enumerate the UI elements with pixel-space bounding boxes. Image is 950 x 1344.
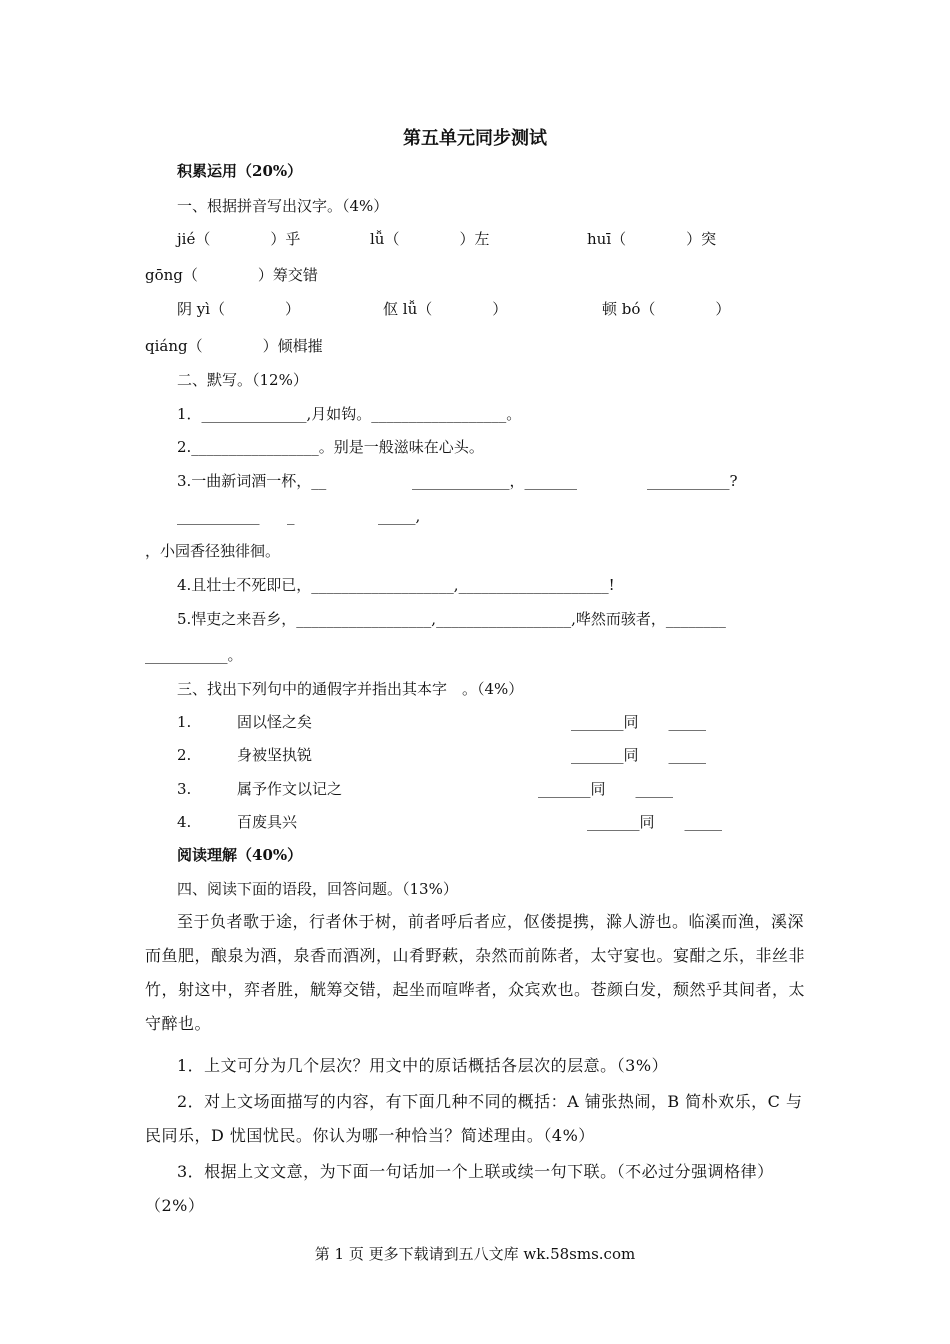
variant-item-text: 百废具兴 (237, 813, 298, 831)
dictation-line: 3.一曲新词酒一杯，__ (177, 472, 327, 490)
question-1-title: 一、根据拼音写出汉字。（4%） (177, 197, 389, 215)
dictation-line: ___________? (647, 472, 738, 490)
dictation-line: 4.且壮士不死即已，___________________,____________________! (177, 576, 615, 594)
dictation-line: _____, (378, 507, 421, 525)
reading-passage: 至于负者歌于途，行者休于树，前者呼后者应，伛偻提携，滁人游也。临溪而渔，溪深而鱼肥，酿泉为酒，泉香而酒冽，山肴野蔌，杂然而前陈者，太守宴也。宴酣之乐，非丝非竹，射这中，弈者胜，觥筹交错，起坐而喧哗者，众宾欢也。苍颜白发，颓然乎其间者，太守醉也。 (145, 912, 806, 1033)
variant-item-blank: _______同 _____ (587, 813, 723, 831)
question-2-title: 二、默写。（12%） (177, 371, 308, 389)
pinyin-item: jié（ ）乎 (177, 230, 301, 248)
pinyin-item: 顿 bó（ ） (602, 300, 731, 318)
variant-item-text: 固以怪之矣 (237, 713, 313, 731)
sub-question-2: 2．对上文场面描写的内容，有下面几种不同的概括：A 铺张热闹，B 简朴欢乐，C 与民同乐，D 忧国忧民。你认为哪一种恰当？简述理由。（4%） (145, 1092, 803, 1145)
pinyin-item: 阴 yì（ ） (177, 300, 301, 318)
dictation-line: ，小园香径独徘徊。 (145, 542, 281, 560)
dictation-line: ___________ (177, 507, 260, 525)
pinyin-item: huī（ ）突 (587, 230, 717, 248)
sub-question-1: 1．上文可分为几个层次？用文中的原话概括各层次的层意。（3%） (177, 1056, 669, 1075)
variant-item-number: 4. (177, 813, 192, 831)
question-3-title: 三、找出下列句中的通假字并指出其本字 。（4%） (177, 680, 524, 698)
pinyin-item: gōng（ ）筹交错 (145, 266, 318, 284)
variant-item-blank: _______同 _____ (538, 780, 674, 798)
section-heading-reading: 阅读理解（40%） (177, 846, 303, 864)
variant-item-text: 身被坚执锐 (237, 746, 313, 764)
dictation-line: 1．______________,月如钩。__________________。 (177, 405, 522, 423)
dictation-line: _ (287, 507, 295, 525)
page-title: 第五单元同步测试 (403, 128, 547, 149)
pinyin-item: lǚ（ ）左 (370, 230, 490, 248)
variant-item-number: 3. (177, 780, 192, 798)
pinyin-item: qiáng（ ）倾楫摧 (145, 337, 323, 355)
variant-item-text: 属予作文以记之 (237, 780, 343, 798)
dictation-line: 2._________________。别是一般滋味在心头。 (177, 438, 484, 456)
dictation-line: 5.悍吏之来吾乡，__________________,__________________,哗然而骇者，________ (177, 610, 726, 628)
dictation-line: ___________。 (145, 646, 243, 664)
variant-item-number: 1. (177, 713, 192, 731)
variant-item-blank: _______同 _____ (571, 746, 707, 764)
section-heading-accumulation: 积累运用（20%） (177, 162, 303, 180)
sub-question-3: 3．根据上文文意，为下面一句话加一个上联或续一句下联。（不必过分强调格律）（2%） (145, 1162, 774, 1215)
dictation-line: _____________，_______ (412, 472, 578, 490)
question-4-title: 四、阅读下面的语段，回答问题。（13%） (177, 880, 458, 898)
pinyin-item: 伛 lǚ（ ） (383, 300, 508, 318)
variant-item-blank: _______同 _____ (571, 713, 707, 731)
page-footer: 第 1 页 更多下载请到五八文库 wk.58sms.com (314, 1245, 636, 1263)
variant-item-number: 2. (177, 746, 192, 764)
